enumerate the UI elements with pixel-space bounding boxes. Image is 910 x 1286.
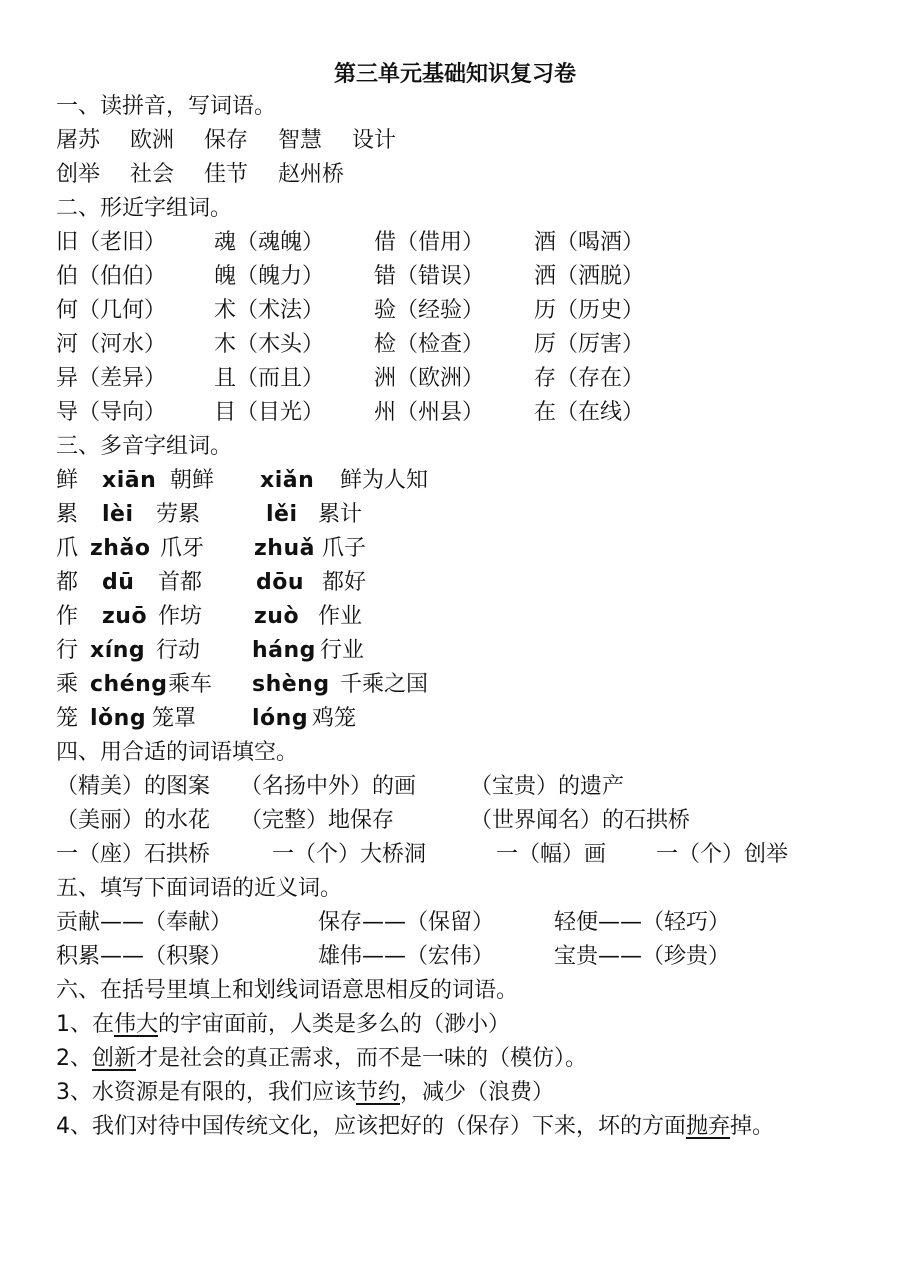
- word: 作坊: [158, 604, 203, 629]
- antonym-question-4: [56, 1110, 774, 1144]
- pair: 术（术法）: [214, 298, 325, 323]
- pair: 旧（老旧）: [56, 230, 167, 255]
- word: 鲜为人知: [340, 468, 429, 493]
- section-3-heading: 三、多音字组词。: [56, 434, 233, 459]
- pair: 且（而且）: [214, 366, 325, 391]
- pair: 错（错误）: [374, 264, 485, 289]
- word: 鸡笼: [312, 706, 357, 731]
- underlined-word: 节约: [356, 1080, 401, 1105]
- pinyin: xiān: [102, 468, 157, 493]
- synonym-pair: 轻便——（轻巧）: [554, 910, 731, 935]
- synonym-pair: 雄伟——（宏伟）: [318, 944, 495, 969]
- synonym-pair: 宝贵——（珍贵）: [554, 944, 731, 969]
- word: 行业: [320, 638, 365, 663]
- pair: 存（存在）: [534, 366, 645, 391]
- synonym-pair: 保存——（保留）: [318, 910, 495, 935]
- pinyin: zhǎo: [90, 536, 151, 561]
- pinyin: lóng: [252, 706, 309, 731]
- underlined-word: 伟大: [114, 1012, 159, 1037]
- pinyin: lèi: [102, 502, 134, 527]
- phrase: （完整）地保存: [240, 808, 395, 833]
- pair: 魄（魄力）: [214, 264, 325, 289]
- word: 社会: [130, 162, 175, 187]
- word: 爪子: [322, 536, 367, 561]
- word: 行动: [156, 638, 201, 663]
- synonym-pair: 贡献——（奉献）: [56, 910, 233, 935]
- pair: 导（导向）: [56, 400, 167, 425]
- word: 作业: [318, 604, 363, 629]
- antonym-question-2: [56, 1042, 587, 1076]
- pinyin: xíng: [90, 638, 146, 663]
- pinyin: zuò: [254, 604, 300, 629]
- phrase: 一（个）创举: [656, 842, 789, 867]
- phrase: 一（座）石拱桥: [56, 842, 211, 867]
- word: 笼罩: [152, 706, 197, 731]
- pair: 借（借用）: [374, 230, 485, 255]
- pinyin: shèng: [252, 672, 330, 697]
- word: 累计: [318, 502, 363, 527]
- pinyin: chéng: [90, 672, 168, 697]
- word: 朝鲜: [170, 468, 215, 493]
- pair: 洲（欧洲）: [374, 366, 485, 391]
- character: 累: [56, 502, 79, 527]
- phrase: （宝贵）的遗产: [470, 774, 625, 799]
- word: 设计: [352, 128, 397, 153]
- pinyin: háng: [252, 638, 316, 663]
- phrase: （美丽）的水花: [56, 808, 211, 833]
- section-5-heading: 五、填写下面词语的近义词。: [56, 876, 343, 901]
- pair: 厉（厉害）: [534, 332, 645, 357]
- question-text: 1、在: [56, 1012, 114, 1037]
- word: 劳累: [156, 502, 201, 527]
- word: 都好: [322, 570, 367, 595]
- pair: 验（经验）: [374, 298, 485, 323]
- pair: 河（河水）: [56, 332, 167, 357]
- question-text: 的宇宙面前，人类是多么的（渺小）: [158, 1012, 511, 1037]
- phrase: （世界闻名）的石拱桥: [470, 808, 691, 833]
- pinyin: xiǎn: [260, 468, 315, 493]
- phrase: （精美）的图案: [56, 774, 211, 799]
- pinyin: zuō: [102, 604, 148, 629]
- section-4-heading: 四、用合适的词语填空。: [56, 740, 299, 765]
- word: 欧洲: [130, 128, 175, 153]
- word: 智慧: [278, 128, 323, 153]
- question-text: 4、我们对待中国传统文化，应该把好的（保存）下来，坏的方面: [56, 1114, 686, 1139]
- pinyin: dōu: [256, 570, 305, 595]
- question-text: 3、水资源是有限的，我们应该: [56, 1080, 356, 1105]
- synonym-pair: 积累——（积聚）: [56, 944, 233, 969]
- character: 行: [56, 638, 79, 663]
- question-text: 才是社会的真正需求，而不是一味的（模仿）。: [136, 1046, 588, 1071]
- word: 赵州桥: [278, 162, 345, 187]
- pair: 州（州县）: [374, 400, 485, 425]
- phrase: （名扬中外）的画: [240, 774, 417, 799]
- antonym-question-3: [56, 1076, 554, 1110]
- character: 鲜: [56, 468, 79, 493]
- pair: 异（差异）: [56, 366, 167, 391]
- section-2-heading: 二、形近字组词。: [56, 196, 233, 221]
- pinyin: dū: [102, 570, 135, 595]
- word: 创举: [56, 162, 101, 187]
- pair: 在（在线）: [534, 400, 645, 425]
- pair: 洒（洒脱）: [534, 264, 645, 289]
- underlined-word: 创新: [92, 1046, 137, 1071]
- pair: 酒（喝酒）: [534, 230, 645, 255]
- section-1-heading: 一、读拼音，写词语。: [56, 94, 277, 119]
- pair: 检（检查）: [374, 332, 485, 357]
- word: 屠苏: [56, 128, 101, 153]
- pair: 目（目光）: [214, 400, 325, 425]
- word: 佳节: [204, 162, 249, 187]
- pinyin: zhuǎ: [254, 536, 315, 561]
- word: 千乘之国: [340, 672, 429, 697]
- pinyin: lǒng: [90, 706, 147, 731]
- word: 爪牙: [160, 536, 205, 561]
- word: 乘车: [168, 672, 213, 697]
- pair: 木（木头）: [214, 332, 325, 357]
- phrase: 一（幅）画: [496, 842, 607, 867]
- pair: 历（历史）: [534, 298, 645, 323]
- question-text: 2、: [56, 1046, 92, 1071]
- pair: 伯（伯伯）: [56, 264, 167, 289]
- character: 乘: [56, 672, 79, 697]
- pair: 魂（魂魄）: [214, 230, 325, 255]
- character: 笼: [56, 706, 79, 731]
- character: 爪: [56, 536, 79, 561]
- section-6-heading: 六、在括号里填上和划线词语意思相反的词语。: [56, 978, 519, 1003]
- question-text: ，减少（浪费）: [400, 1080, 555, 1105]
- antonym-question-1: [56, 1008, 510, 1042]
- page-title: 第三单元基础知识复习卷: [333, 62, 576, 87]
- question-text: 掉。: [730, 1114, 775, 1139]
- pinyin: lěi: [266, 502, 298, 527]
- character: 都: [56, 570, 79, 595]
- word: 保存: [204, 128, 249, 153]
- character: 作: [56, 604, 79, 629]
- pair: 何（几何）: [56, 298, 167, 323]
- word: 首都: [158, 570, 203, 595]
- underlined-word: 抛弃: [686, 1114, 731, 1139]
- phrase: 一（个）大桥洞: [272, 842, 427, 867]
